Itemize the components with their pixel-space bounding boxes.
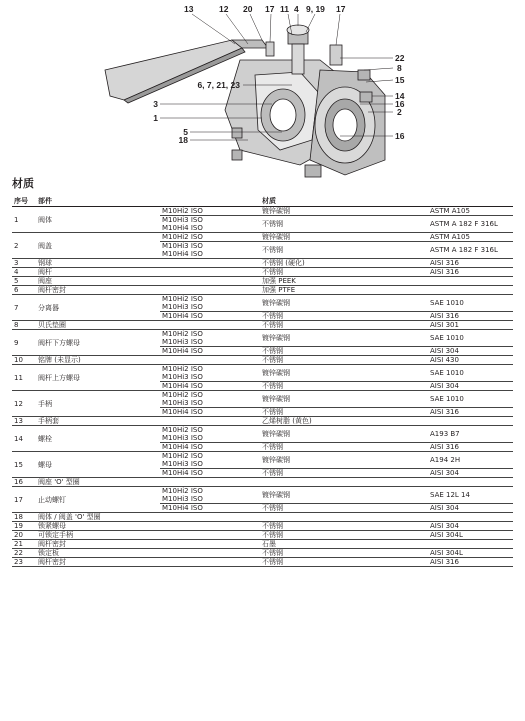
cell-part: 阀杆密封 — [36, 540, 160, 549]
materials-table-body — [12, 207, 513, 567]
cell-grade: M10Hi4 ISO — [160, 382, 260, 391]
callout-label: 2 — [397, 107, 402, 117]
cell-grade: M10Hi4 ISO — [160, 443, 260, 452]
table-row — [12, 513, 513, 522]
cell-part: 手柄套 — [36, 417, 160, 426]
cell-grade — [160, 522, 260, 531]
cell-part: 阀盖 — [36, 233, 160, 259]
cell-part: 铭牌 (未显示) — [36, 356, 160, 365]
cell-part: 阀杆密封 — [36, 286, 160, 295]
table-row — [12, 268, 513, 277]
cell-grade: M10Hi4 ISO — [160, 469, 260, 478]
cell-part: 阀体 — [36, 207, 160, 233]
cell-standard: ASTM A105 — [428, 207, 513, 216]
cell-no: 21 — [12, 540, 36, 549]
cell-grade — [160, 513, 260, 522]
callout-label: 6, 7, 21, 23 — [197, 80, 240, 90]
cell-grade: M10Hi4 ISO — [160, 312, 260, 321]
cell-standard — [428, 513, 513, 522]
cell-standard: AISI 316 — [428, 558, 513, 567]
cell-grade: M10Hi2 ISO M10Hi3 ISO — [160, 295, 260, 312]
header-grade — [160, 196, 260, 207]
callout-label: 17 — [265, 4, 275, 14]
cell-part: 阀座 'O' 型圈 — [36, 478, 160, 487]
cell-no: 10 — [12, 356, 36, 365]
cell-grade — [160, 356, 260, 365]
cell-standard: SAE 12L 14 — [428, 487, 513, 504]
callout-label: 8 — [397, 63, 402, 73]
cell-material: 镀锌碳钢 — [260, 330, 428, 347]
cell-no: 15 — [12, 452, 36, 478]
cell-part: 阀杆 — [36, 268, 160, 277]
cell-part: 锁定板 — [36, 549, 160, 558]
callout-label: 22 — [395, 53, 405, 63]
header-material: 材质 — [260, 196, 428, 207]
callout-label: 14 — [395, 91, 405, 101]
table-row — [12, 277, 513, 286]
cell-grade: M10Hi2 ISO M10Hi3 ISO — [160, 426, 260, 443]
cell-material: 不锈钢 — [260, 549, 428, 558]
cell-material: 不锈钢 — [260, 321, 428, 330]
cell-no: 4 — [12, 268, 36, 277]
cell-material: 镀锌碳钢 — [260, 487, 428, 504]
table-row — [12, 391, 513, 408]
cell-standard: AISI 304 — [428, 504, 513, 513]
cell-standard: SAE 1010 — [428, 295, 513, 312]
cell-part: 锁紧螺母 — [36, 522, 160, 531]
table-row — [12, 426, 513, 443]
cell-no: 5 — [12, 277, 36, 286]
table-row — [12, 321, 513, 330]
cell-standard — [428, 417, 513, 426]
cell-standard: SAE 1010 — [428, 365, 513, 382]
cell-material: 不锈钢 — [260, 522, 428, 531]
table-row — [12, 233, 513, 242]
cell-grade: M10Hi2 ISO — [160, 233, 260, 242]
table-row — [12, 207, 513, 216]
cell-standard: AISI 430 — [428, 356, 513, 365]
cell-material: 不锈钢 — [260, 347, 428, 356]
cell-no: 12 — [12, 391, 36, 417]
cell-standard — [428, 286, 513, 295]
cell-material: 镀锌碳钢 — [260, 391, 428, 408]
callout-label: 15 — [395, 75, 405, 85]
callout-label: 5 — [183, 127, 188, 137]
cell-standard: SAE 1010 — [428, 330, 513, 347]
callout-label: 20 — [243, 4, 253, 14]
table-header-row — [12, 196, 513, 207]
cell-standard — [428, 478, 513, 487]
cell-grade — [160, 549, 260, 558]
cell-grade — [160, 417, 260, 426]
cell-no: 20 — [12, 531, 36, 540]
cell-no: 16 — [12, 478, 36, 487]
cell-material: 不锈钢 — [260, 443, 428, 452]
cell-grade: M10Hi2 ISO M10Hi3 ISO — [160, 391, 260, 408]
cell-material: 镀锌碳钢 — [260, 295, 428, 312]
cell-no: 18 — [12, 513, 36, 522]
header-part: 部件 — [36, 196, 160, 207]
cell-material: 镀锌碳钢 — [260, 233, 428, 242]
cell-standard: SAE 1010 — [428, 391, 513, 408]
cell-standard: ASTM A105 — [428, 233, 513, 242]
cell-grade — [160, 540, 260, 549]
cell-grade: M10Hi4 ISO — [160, 347, 260, 356]
cell-no: 8 — [12, 321, 36, 330]
cell-grade: M10Hi2 ISO M10Hi3 ISO — [160, 330, 260, 347]
cell-part: 手柄 — [36, 391, 160, 417]
cell-part: 阀体 / 阀盖 'O' 型圈 — [36, 513, 160, 522]
cell-grade: M10Hi2 ISO M10Hi3 ISO — [160, 365, 260, 382]
cell-material: 镀锌碳钢 — [260, 365, 428, 382]
cell-part: 螺栓 — [36, 426, 160, 452]
header-standard — [428, 196, 513, 207]
cell-standard: AISI 304L — [428, 549, 513, 558]
table-row — [12, 540, 513, 549]
cell-grade: M10Hi3 ISO M10Hi4 ISO — [160, 242, 260, 259]
cell-part: 贝氏垫圈 — [36, 321, 160, 330]
cell-standard: ASTM A 182 F 316L — [428, 216, 513, 233]
cell-no: 6 — [12, 286, 36, 295]
cell-standard: AISI 304 — [428, 382, 513, 391]
cell-material: 不锈钢 (硬化) — [260, 259, 428, 268]
callout-label: 16 — [395, 131, 405, 141]
header-no: 序号 — [12, 196, 36, 207]
table-row — [12, 295, 513, 312]
cell-material: 不锈钢 — [260, 312, 428, 321]
cell-material: 石墨 — [260, 540, 428, 549]
table-row — [12, 365, 513, 382]
callout-label: 17 — [336, 4, 346, 14]
table-row — [12, 531, 513, 540]
cell-material: 不锈钢 — [260, 382, 428, 391]
callout-label: 4 — [294, 4, 299, 14]
cell-material: 乙烯树脂 (黄色) — [260, 417, 428, 426]
callout-label: 13 — [184, 4, 194, 14]
callout-label: 11 — [280, 4, 289, 14]
table-row — [12, 478, 513, 487]
cell-grade: M10Hi3 ISO M10Hi4 ISO — [160, 216, 260, 233]
cell-material: 镀锌碳钢 — [260, 452, 428, 469]
cell-part: 分离器 — [36, 295, 160, 321]
cell-grade: M10Hi2 ISO — [160, 207, 260, 216]
cell-grade — [160, 259, 260, 268]
cell-material: 不锈钢 — [260, 504, 428, 513]
table-row — [12, 452, 513, 469]
cell-material: 不锈钢 — [260, 242, 428, 259]
cell-standard: AISI 304 — [428, 522, 513, 531]
cell-no: 17 — [12, 487, 36, 513]
table-row — [12, 259, 513, 268]
cell-material: 加强 PEEK — [260, 277, 428, 286]
cell-material: 镀锌碳钢 — [260, 207, 428, 216]
callout-label: 9, 19 — [306, 4, 325, 14]
cell-material: 加强 PTFE — [260, 286, 428, 295]
cell-material: 不锈钢 — [260, 216, 428, 233]
callout-label: 12 — [219, 4, 229, 14]
cell-material: 不锈钢 — [260, 408, 428, 417]
cell-material: 镀锌碳钢 — [260, 426, 428, 443]
cell-standard: A194 2H — [428, 452, 513, 469]
valve-exploded-diagram — [0, 0, 525, 178]
cell-part: 止动螺钉 — [36, 487, 160, 513]
callout-label: 1 — [153, 113, 158, 123]
cell-material — [260, 478, 428, 487]
cell-standard — [428, 277, 513, 286]
cell-grade — [160, 321, 260, 330]
cell-standard — [428, 540, 513, 549]
cell-grade: M10Hi4 ISO — [160, 504, 260, 513]
cell-grade: M10Hi2 ISO M10Hi3 ISO — [160, 452, 260, 469]
cell-material: 不锈钢 — [260, 558, 428, 567]
cell-part: 可锁定手柄 — [36, 531, 160, 540]
cell-no: 11 — [12, 365, 36, 391]
cell-part: 阀杆上方螺母 — [36, 365, 160, 391]
cell-no: 2 — [12, 233, 36, 259]
cell-no: 3 — [12, 259, 36, 268]
cell-no: 22 — [12, 549, 36, 558]
cell-standard: AISI 316 — [428, 443, 513, 452]
cell-grade — [160, 558, 260, 567]
cell-grade — [160, 531, 260, 540]
cell-standard: AISI 316 — [428, 312, 513, 321]
cell-part: 螺母 — [36, 452, 160, 478]
cell-standard: AISI 316 — [428, 259, 513, 268]
cell-no: 7 — [12, 295, 36, 321]
table-row — [12, 286, 513, 295]
cell-part: 钢球 — [36, 259, 160, 268]
table-row — [12, 356, 513, 365]
cell-material: 不锈钢 — [260, 356, 428, 365]
cell-grade: M10Hi2 ISO M10Hi3 ISO — [160, 487, 260, 504]
cell-no: 13 — [12, 417, 36, 426]
cell-grade — [160, 268, 260, 277]
cell-material: 不锈钢 — [260, 469, 428, 478]
table-row — [12, 522, 513, 531]
cell-grade — [160, 478, 260, 487]
cell-grade — [160, 277, 260, 286]
callout-label: 18 — [178, 135, 188, 145]
table-row — [12, 549, 513, 558]
cell-no: 14 — [12, 426, 36, 452]
table-row — [12, 558, 513, 567]
cell-no: 9 — [12, 330, 36, 356]
table-row — [12, 487, 513, 504]
cell-material: 不锈钢 — [260, 531, 428, 540]
cell-standard: AISI 316 — [428, 408, 513, 417]
cell-part: 阀杆密封 — [36, 558, 160, 567]
cell-standard: AISI 316 — [428, 268, 513, 277]
cell-part: 阀座 — [36, 277, 160, 286]
callout-label: 16 — [395, 99, 405, 109]
body-end — [310, 70, 385, 175]
cell-standard: AISI 304 — [428, 347, 513, 356]
table-row — [12, 330, 513, 347]
cell-grade — [160, 286, 260, 295]
cell-no: 19 — [12, 522, 36, 531]
callout-label: 3 — [153, 99, 158, 109]
cell-grade: M10Hi4 ISO — [160, 408, 260, 417]
cell-material — [260, 513, 428, 522]
table-row — [12, 417, 513, 426]
cell-standard: AISI 304L — [428, 531, 513, 540]
cell-part: 阀杆下方螺母 — [36, 330, 160, 356]
cell-standard: ASTM A 182 F 316L — [428, 242, 513, 259]
section-title: 材质 — [12, 177, 34, 190]
cell-material: 不锈钢 — [260, 268, 428, 277]
cell-no: 23 — [12, 558, 36, 567]
cell-no: 1 — [12, 207, 36, 233]
materials-table — [12, 196, 513, 567]
cell-standard: AISI 304 — [428, 469, 513, 478]
cell-standard: A193 B7 — [428, 426, 513, 443]
cell-standard: AISI 301 — [428, 321, 513, 330]
